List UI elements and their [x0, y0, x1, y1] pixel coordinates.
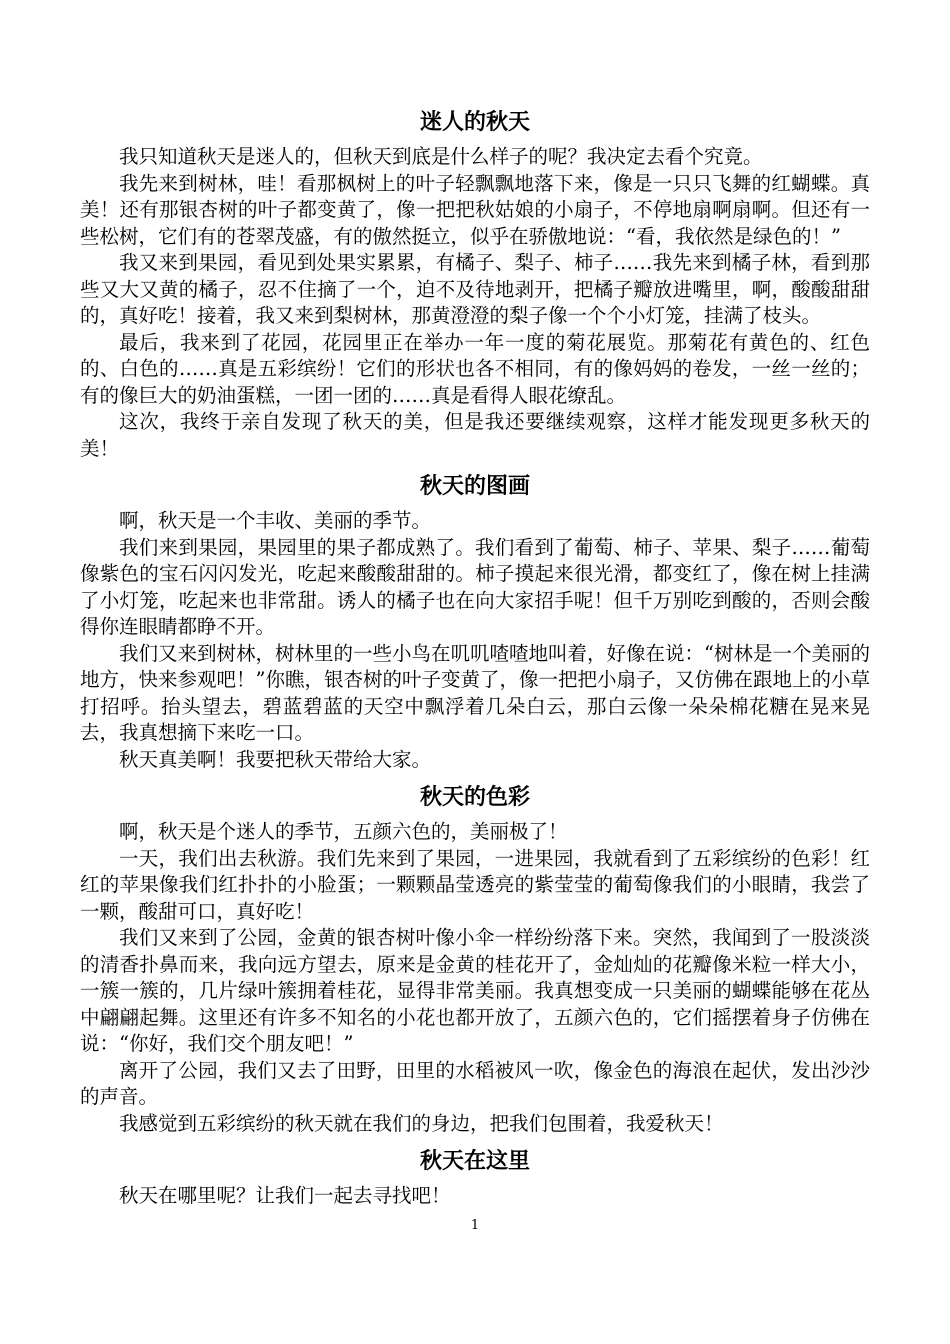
page-number: 1 [470, 1218, 480, 1233]
paragraph: 我先来到树林，哇！看那枫树上的叶子轻飘飘地落下来，像是一只只飞舞的红蝴蝶。真美！还有那银杏树的叶子都变黄了，像一把把秋姑娘的小扇子，不停地扇啊扇啊。但还有一些松树，它们有的苍翠茂盛，有的傲然挺立，似乎在骄傲地说：“看，我依然是绿色的！” [80, 171, 870, 248]
paragraph: 我感觉到五彩缤纷的秋天就在我们的身边，把我们包围着，我爱秋天！ [119, 1111, 724, 1135]
essay-4 [80, 1147, 870, 1210]
essay-title: 秋天的图画 [419, 474, 530, 499]
document-page [80, 96, 870, 1210]
paragraph: 啊，秋天是一个丰收、美丽的季节。 [119, 509, 432, 532]
paragraph: 我只知道秋天是迷人的，但秋天到底是什么样子的呢？我决定去看个究竟。 [119, 145, 763, 168]
essay-1 [80, 108, 870, 462]
paragraph: 这次，我终于亲自发现了秋天的美，但是我还要继续观察，这样才能发现更多秋天的美！ [80, 410, 870, 460]
essay-title: 秋天的色彩 [419, 785, 530, 810]
essay-2 [80, 472, 870, 773]
paragraph: 啊，秋天是个迷人的季节，五颜六色的，美丽极了！ [119, 820, 568, 843]
paragraph: 我们又来到了公园，金黄的银杏树叶像小伞一样纷纷落下来。突然，我闻到了一股淡淡的清香扑鼻而来，我向远方望去，原来是金黄的桂花开了，金灿灿的花瓣像米粒一样大小，一簇一簇的，几片绿叶簇拥着桂花，显得非常美丽。我真想变成一只美丽的蝴蝶能够在花丛中翩翩起舞。这里还有许多不知名的小花也都开放了，五颜六色的，它们摇摆着身子仿佛在说：“你好，我们交个朋友吧！” [80, 926, 870, 1055]
paragraph: 我又来到果园，看见到处果实累累，有橘子、梨子、柿子……我先来到橘子林，看到那些又大又黄的橘子，忍不住摘了一个，迫不及待地剥开，把橘子瓣放进嘴里，啊，酸酸甜甜的，真好吃！接着，我又来到梨树林，那黄澄澄的梨子像一个个小灯笼，挂满了枝头。 [80, 251, 870, 327]
essay-3 [80, 783, 870, 1137]
paragraph: 离开了公园，我们又去了田野，田里的水稻被风一吹，像金色的海浪在起伏，发出沙沙的声音。 [80, 1058, 870, 1108]
essay-title: 秋天在这里 [419, 1149, 530, 1174]
paragraph: 秋天在哪里呢？让我们一起去寻找吧！ [119, 1184, 451, 1207]
paragraph: 我们又来到树林，树林里的一些小鸟在叽叽喳喳地叫着，好像在说：“树林是一个美丽的地方，快来参观吧！”你瞧，银杏树的叶子变黄了，像一把把小扇子，又仿佛在跟地上的小草打招呼。抬头望去，碧蓝碧蓝的天空中飘浮着几朵白云，那白云像一朵朵棉花糖在晃来晃去，我真想摘下来吃一口。 [80, 641, 870, 744]
essay-title: 迷人的秋天 [419, 110, 530, 135]
paragraph: 我们来到果园，果园里的果子都成熟了。我们看到了葡萄、柿子、苹果、梨子……葡萄像紫色的宝石闪闪发光，吃起来酸酸甜甜的。柿子摸起来很光滑，都变红了，像在树上挂满了小灯笼，吃起来也非常甜。诱人的橘子也在向大家招手呢！但千万别吃到酸的，否则会酸得你连眼睛都睁不开。 [80, 535, 870, 638]
paragraph: 最后，我来到了花园，花园里正在举办一年一度的菊花展览。那菊花有黄色的、红色的、白色的……真是五彩缤纷！它们的形状也各不相同，有的像妈妈的卷发，一丝一丝的；有的像巨大的奶油蛋糕，一团一团的……真是看得人眼花缭乱。 [80, 330, 870, 407]
paragraph: 一天，我们出去秋游。我们先来到了果园，一进果园，我就看到了五彩缤纷的色彩！红红的苹果像我们红扑扑的小脸蛋；一颗颗晶莹透亮的紫莹莹的葡萄像我们的小眼睛，我尝了一颗，酸甜可口，真好吃！ [80, 846, 870, 923]
paragraph: 秋天真美啊！我要把秋天带给大家。 [119, 747, 432, 771]
